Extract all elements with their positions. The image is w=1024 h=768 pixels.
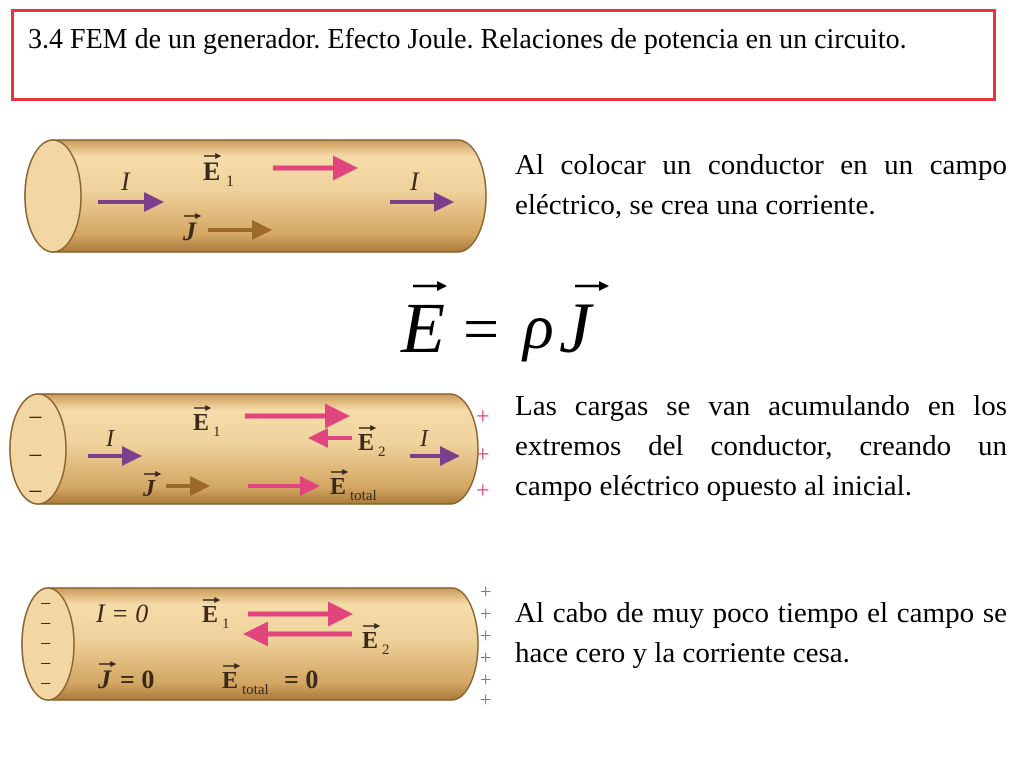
label-e1-sub-fig2: 1 [213, 424, 221, 440]
plus-charge: + [480, 625, 492, 647]
minus-charge: − [40, 633, 52, 655]
minus-charge: − [28, 477, 43, 506]
label-j-fig1: J [183, 217, 196, 246]
label-i-left-fig1: I [121, 167, 130, 196]
conductor-figure-3 [12, 576, 502, 708]
label-etotal-sub-fig3: total [242, 682, 269, 698]
label-i-right-fig2: I [420, 426, 428, 452]
equation-lhs: E [401, 288, 445, 368]
plus-charge: + [476, 478, 490, 504]
label-etotal-zero-fig3: = 0 [284, 665, 319, 694]
conductor-figure-1 [18, 130, 488, 262]
plus-charge: + [476, 442, 490, 468]
paragraph-1: Al colocar un conductor en un campo eléctrico, se crea una corriente. [515, 149, 1007, 221]
label-e2-fig2: E [358, 430, 375, 456]
conductor-figure-2 [0, 384, 500, 514]
equation-rho: ρ [523, 291, 554, 362]
label-e1-sub-fig1: 1 [226, 173, 234, 190]
label-j-zero-fig3: = 0 [120, 665, 155, 694]
label-e2-fig3: E [362, 628, 379, 654]
label-e2-sub-fig2: 2 [378, 444, 386, 460]
label-e1-sub-fig3: 1 [222, 616, 230, 632]
plus-charge: + [476, 404, 490, 430]
label-etotal-fig2: E [330, 474, 347, 500]
label-i-left-fig2: I [106, 426, 114, 452]
label-e1-fig3: E [202, 602, 219, 628]
minus-charge: − [40, 593, 52, 615]
label-etotal-fig3: E [222, 668, 239, 694]
plus-charge: + [480, 669, 492, 691]
minus-charge: − [40, 613, 52, 635]
minus-charge: − [40, 653, 52, 675]
equation-rhs: J [559, 288, 591, 368]
label-e2-sub-fig3: 2 [382, 642, 390, 658]
label-e1-fig1: E [203, 157, 221, 186]
plus-charge: + [480, 603, 492, 625]
label-j-fig2: J [143, 476, 155, 502]
equation-equals: = [463, 293, 500, 364]
paragraph-2: Las cargas se van acumulando en los extremos del conductor, creando un campo eléctrico opuesto al inicial. [515, 390, 1007, 502]
plus-charge: + [480, 647, 492, 669]
paragraph-3: Al cabo de muy poco tiempo el campo se hace cero y la corriente cesa. [515, 597, 1007, 669]
minus-charge: − [28, 441, 43, 470]
label-e1-fig2: E [193, 410, 210, 436]
minus-charge: − [40, 673, 52, 695]
equation-e-rho-j [395, 270, 635, 380]
minus-charge: − [28, 403, 43, 432]
label-i-right-fig1: I [410, 167, 419, 196]
label-j-fig3: J [98, 665, 111, 694]
label-etotal-sub-fig2: total [350, 488, 377, 504]
label-i-zero-fig3: I = 0 [96, 599, 149, 628]
title-box [11, 9, 996, 101]
plus-charge: + [480, 689, 492, 708]
plus-charge: + [480, 581, 492, 603]
slide-title: 3.4 FEM de un generador. Efecto Joule. Relaciones de potencia en un circuito. [28, 24, 907, 55]
